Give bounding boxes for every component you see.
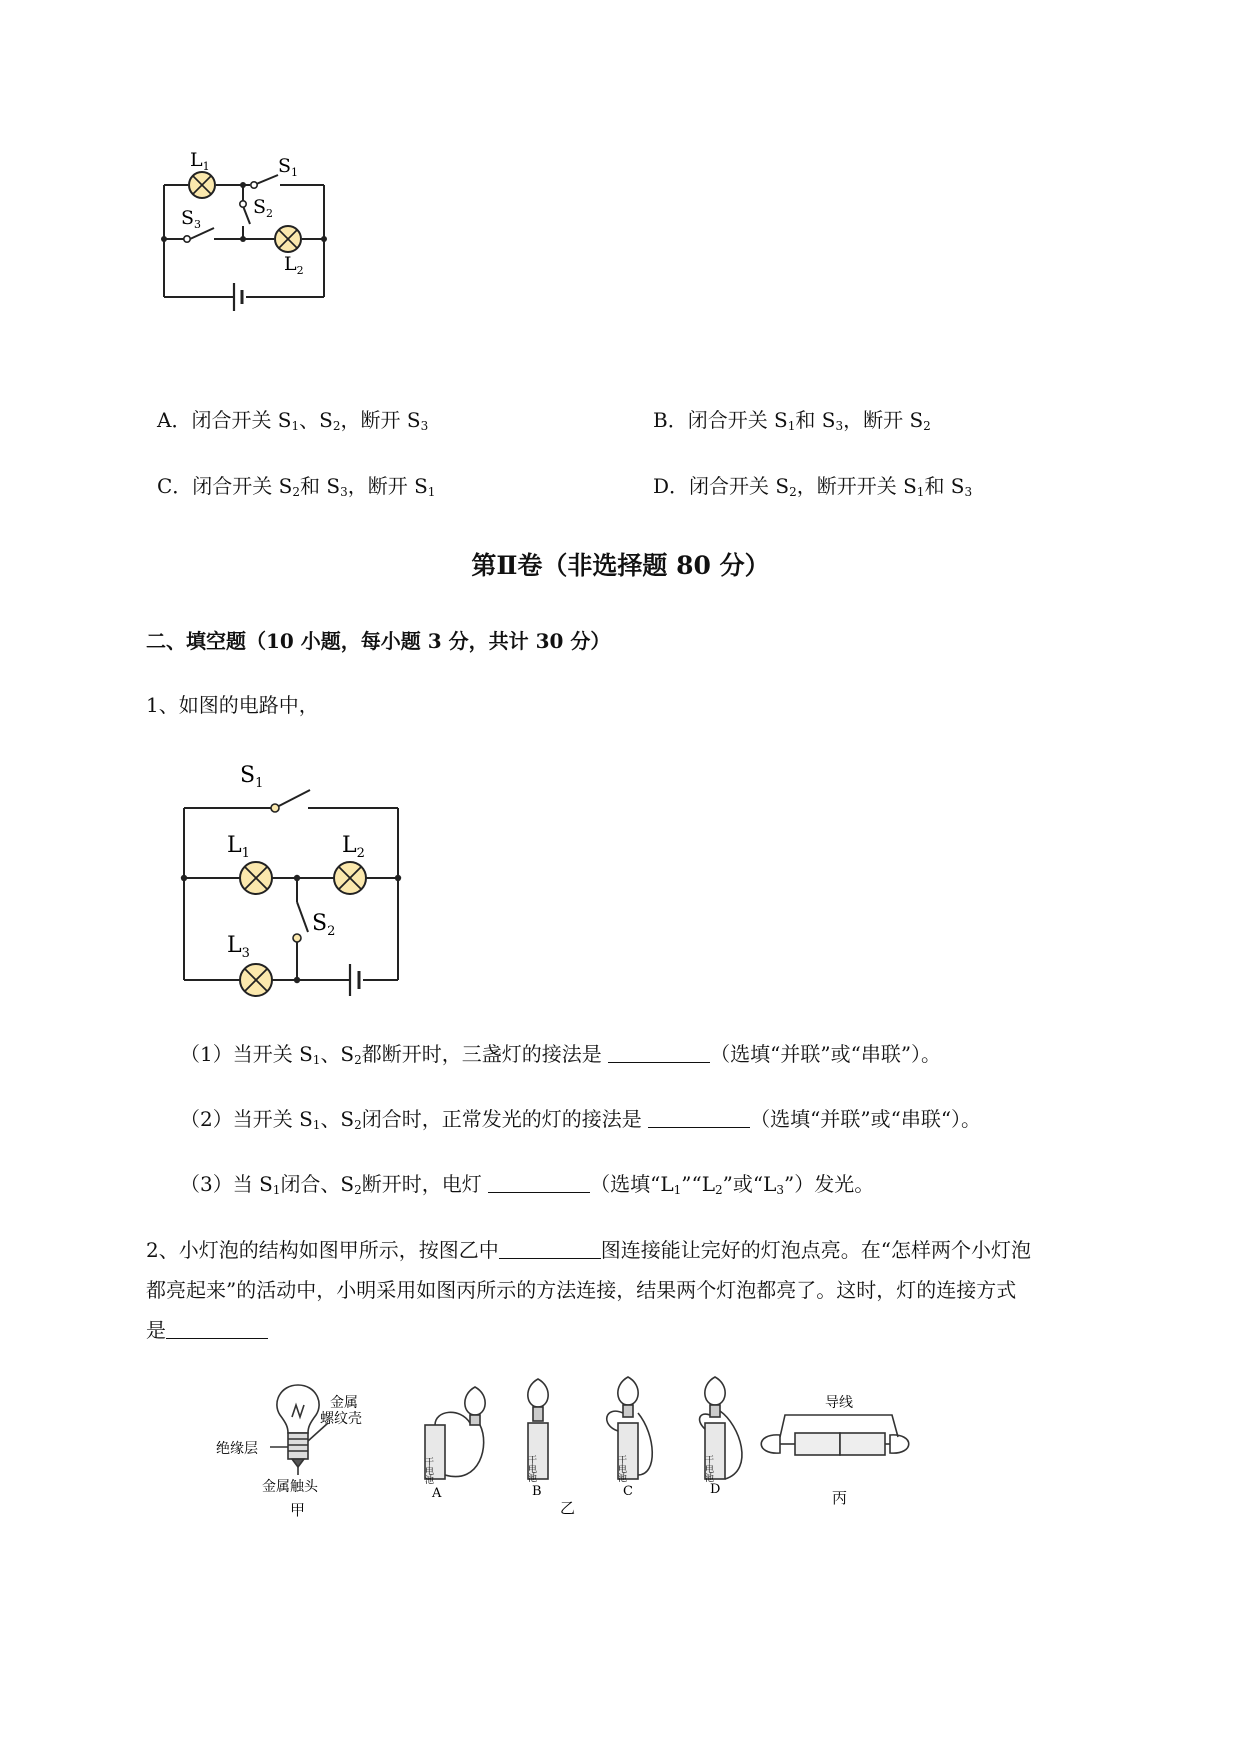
q2-line3 [146, 1316, 268, 1344]
answer-blank-1[interactable] [608, 1040, 710, 1063]
text: 和 S [300, 474, 341, 498]
sub: 1 [787, 419, 796, 433]
text: 2、小灯泡的结构如图甲所示，按图乙中 [146, 1238, 499, 1262]
sub: 1 [312, 1053, 321, 1067]
sub: 2 [923, 419, 931, 433]
text: （1）当开关 S [180, 1042, 313, 1066]
q1-part3 [180, 1170, 874, 1198]
text: 、S [320, 1107, 355, 1131]
label-wire: 导线 [825, 1395, 853, 1411]
label-metal-shell-2: 螺纹壳 [320, 1411, 362, 1427]
text: （选填“L [590, 1172, 674, 1196]
text: ，断开开关 S [796, 474, 917, 498]
option-c[interactable] [157, 472, 435, 500]
label-l2: $L_2$ [342, 833, 365, 861]
text: ，断开 S [347, 474, 428, 498]
text: （3）当 S [180, 1172, 273, 1196]
bulb-figure [180, 1375, 920, 1525]
lamp-l3-icon [240, 964, 272, 996]
label-s3: $S_3$ [181, 207, 202, 231]
sub: 3 [420, 419, 429, 433]
label-c: C [623, 1484, 633, 1499]
option-d[interactable] [653, 472, 972, 500]
lamp-l2-icon [275, 226, 301, 252]
section-title: 二、填空题（10 小题，每小题 3 分，共计 30 分） [146, 629, 611, 653]
text: 是 [146, 1318, 166, 1342]
q2-line1 [146, 1236, 1031, 1264]
q2-line2: 都亮起来”的活动中，小明采用如图丙所示的方法连接，结果两个灯泡都亮了。这时，灯的连接方式 [146, 1278, 1017, 1302]
text: 闭合、S [280, 1172, 355, 1196]
sub: 2 [332, 419, 341, 433]
text: （选填“并联”或“串联”）。 [710, 1042, 942, 1066]
text: 闭合时，正常发光的灯的接法是 [361, 1107, 649, 1131]
circuit-diagram-1 [150, 140, 390, 330]
option-d-text: D．闭合开关 S [653, 474, 790, 498]
label-s1: $S_1$ [278, 155, 299, 179]
sub: 2 [292, 485, 301, 499]
text: ，断开 S [340, 408, 421, 432]
answer-blank-4[interactable] [499, 1236, 601, 1259]
sub: 3 [776, 1183, 785, 1197]
label-battery-a: 干电池 [423, 1457, 433, 1484]
label-l2: $L_2$ [284, 253, 304, 277]
text: 和 S [924, 474, 965, 498]
caption-jia: 甲 [290, 1501, 306, 1519]
label-s2: $S_2$ [312, 911, 336, 939]
sub: 1 [312, 1118, 321, 1132]
lamp-l1-icon [240, 862, 272, 894]
text: ”）发光。 [784, 1172, 875, 1196]
sub: 1 [916, 485, 925, 499]
sub: 2 [354, 1183, 362, 1197]
option-b[interactable] [653, 406, 931, 434]
sub: 3 [835, 419, 844, 433]
option-c-text: C．闭合开关 S [157, 474, 293, 498]
sub: 1 [291, 419, 300, 433]
q1-part1 [180, 1040, 941, 1068]
lamp-l2-icon [334, 862, 366, 894]
text: 都断开时，三盏灯的接法是 [361, 1042, 609, 1066]
text: 、S [299, 408, 333, 432]
label-insulation: 绝缘层 [216, 1441, 258, 1457]
label-a: A [432, 1486, 442, 1501]
label-battery-b: 干电池 [526, 1455, 536, 1482]
sub: 3 [964, 485, 973, 499]
label-metal-shell-1: 金属 [330, 1395, 358, 1411]
option-b-text: B．闭合开关 S [653, 408, 788, 432]
label-d: D [710, 1482, 721, 1497]
text: ，断开 S [843, 408, 924, 432]
answer-blank-3[interactable] [488, 1170, 590, 1193]
sub: 2 [715, 1183, 723, 1197]
volume-title: 第Ⅱ卷（非选择题 80 分） [471, 551, 770, 580]
sub: 2 [354, 1053, 362, 1067]
q1-part2 [180, 1105, 981, 1133]
option-a-text: A．闭合开关 S [157, 408, 292, 432]
label-l1: $L_1$ [190, 149, 210, 173]
text: 和 S [795, 408, 836, 432]
answer-blank-5[interactable] [166, 1316, 268, 1339]
label-s1: $S_1$ [240, 763, 264, 791]
option-a[interactable] [157, 406, 428, 434]
answer-blank-2[interactable] [648, 1105, 750, 1128]
label-l1: $L_1$ [227, 833, 250, 861]
text: 、S [320, 1042, 355, 1066]
sub: 3 [340, 485, 348, 499]
caption-yi: 乙 [560, 1499, 576, 1517]
sub: 1 [673, 1183, 682, 1197]
label-metal-tip: 金属触头 [262, 1479, 318, 1495]
text: （2）当开关 S [180, 1107, 313, 1131]
lamp-l1-icon [189, 172, 215, 198]
text: 断开时，电灯 [361, 1172, 489, 1196]
circuit-diagram-2 [160, 752, 420, 1002]
label-l3: $L_3$ [227, 933, 250, 961]
text: ”“L [681, 1172, 716, 1196]
sub: 1 [427, 485, 436, 499]
text: （选填“并联”或“串联“）。 [750, 1107, 982, 1131]
sub: 2 [354, 1118, 362, 1132]
sub: 2 [789, 485, 797, 499]
label-battery-c: 干电池 [616, 1455, 626, 1482]
label-b: B [532, 1484, 542, 1499]
label-s2: $S_2$ [253, 196, 274, 220]
q1-stem: 1、如图的电路中， [146, 693, 319, 717]
text: 图连接能让完好的灯泡点亮。在“怎样两个小灯泡 [600, 1238, 1031, 1262]
label-battery-d: 干电池 [703, 1455, 713, 1482]
caption-bing: 丙 [832, 1489, 848, 1507]
text: ”或“L [722, 1172, 777, 1196]
sub: 1 [272, 1183, 281, 1197]
